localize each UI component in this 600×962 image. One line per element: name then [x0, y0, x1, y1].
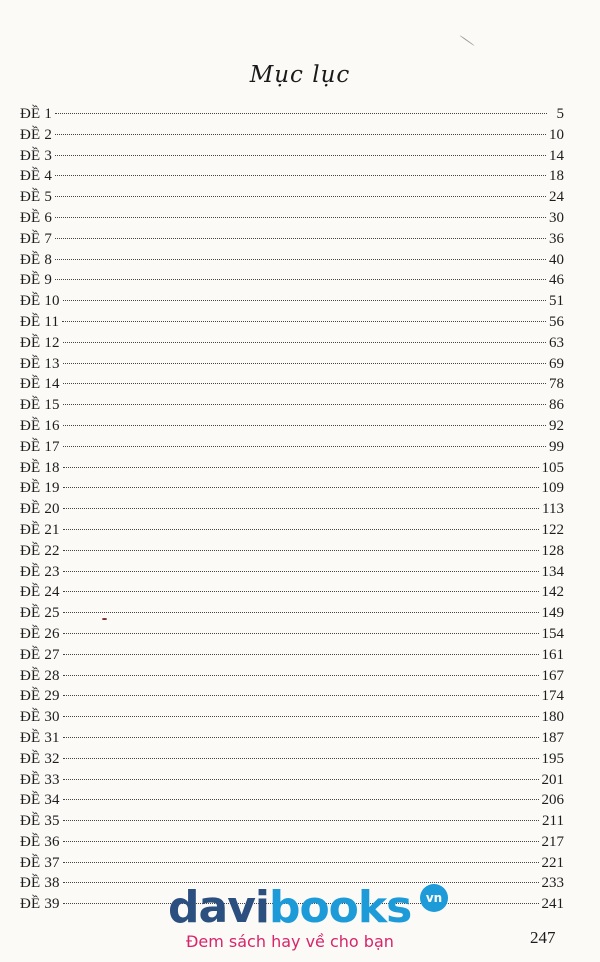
table-of-contents: [20, 104, 564, 915]
toc-entry-label: ĐỀ 7: [20, 230, 53, 247]
toc-dot-leader: [63, 300, 546, 301]
toc-dot-leader: [63, 675, 539, 676]
toc-entry-page: 201: [541, 771, 564, 788]
toc-entry-page: 18: [549, 168, 564, 185]
toc-dot-leader: [63, 779, 539, 780]
toc-entry: [20, 250, 564, 271]
toc-entry-page: 14: [549, 147, 564, 164]
toc-entry-page: 69: [549, 355, 564, 372]
toc-entry-label: ĐỀ 9: [20, 272, 53, 289]
toc-entry: [20, 437, 564, 458]
toc-entry-page: 5: [556, 106, 564, 122]
toc-entry-page: 128: [541, 542, 564, 559]
toc-entry-label: ĐỀ 2: [20, 126, 53, 143]
toc-dot-leader: [55, 238, 546, 239]
toc-entry-label: ĐỀ 39: [20, 896, 60, 913]
toc-entry-page: 24: [549, 189, 564, 206]
watermark-logo: [168, 880, 458, 962]
toc-entry: [20, 832, 564, 853]
toc-entry: [20, 187, 564, 208]
toc-dot-leader: [55, 196, 546, 197]
toc-entry-page: 167: [541, 667, 564, 684]
toc-entry: [20, 541, 564, 562]
toc-entry: [20, 603, 564, 624]
toc-entry-page: 221: [541, 854, 564, 871]
toc-entry: [20, 645, 564, 666]
toc-entry-page: 51: [549, 293, 564, 310]
toc-entry-label: ĐỀ 24: [20, 584, 60, 601]
toc-entry: [20, 624, 564, 645]
watermark-tagline: Đem sách hay về cho bạn: [186, 932, 394, 951]
toc-entry: [20, 707, 564, 728]
toc-dot-leader: [62, 321, 546, 322]
toc-entry: [20, 811, 564, 832]
toc-entry-page: 161: [541, 646, 564, 663]
toc-dot-leader: [63, 508, 539, 509]
toc-entry: [20, 395, 564, 416]
toc-entry-label: ĐỀ 33: [20, 771, 60, 788]
toc-entry: [20, 686, 564, 707]
toc-entry: [20, 520, 564, 541]
toc-entry: [20, 499, 564, 520]
toc-entry-label: ĐỀ 36: [20, 833, 60, 850]
toc-entry: [20, 562, 564, 583]
toc-entry-label: ĐỀ 17: [20, 438, 60, 455]
toc-entry: [20, 208, 564, 229]
toc-dot-leader: [55, 259, 546, 260]
page-number: 247: [530, 928, 556, 947]
toc-entry: [20, 270, 564, 291]
toc-entry-label: ĐỀ 4: [20, 168, 53, 185]
toc-dot-leader: [63, 591, 539, 592]
toc-entry: [20, 478, 564, 499]
toc-entry-page: 56: [549, 313, 564, 330]
toc-entry-page: 211: [542, 813, 564, 830]
toc-dot-leader: [63, 363, 546, 364]
toc-dot-leader: [63, 695, 539, 696]
toc-entry-page: 233: [541, 875, 564, 892]
toc-dot-leader: [63, 799, 539, 800]
brand-tld-badge: vn: [420, 884, 448, 912]
toc-entry-page: 99: [549, 438, 564, 455]
toc-entry-label: ĐỀ 23: [20, 563, 60, 580]
toc-entry-label: ĐỀ 3: [20, 147, 53, 164]
toc-entry-page: 30: [549, 209, 564, 226]
toc-entry-page: 78: [549, 376, 564, 393]
toc-entry-label: ĐỀ 29: [20, 688, 60, 705]
watermark-brand: [168, 880, 411, 936]
toc-dot-leader: [55, 175, 546, 176]
toc-dot-leader: [63, 737, 539, 738]
toc-entry-label: ĐỀ 5: [20, 189, 53, 206]
toc-dot-leader: [55, 113, 547, 114]
toc-dot-leader: [63, 467, 539, 468]
toc-entry-page: 174: [541, 688, 564, 705]
toc-entry: [20, 291, 564, 312]
toc-entry-page: 86: [549, 397, 564, 414]
toc-entry-label: ĐỀ 27: [20, 646, 60, 663]
toc-entry: [20, 125, 564, 146]
toc-entry-page: 10: [549, 126, 564, 143]
toc-dot-leader: [63, 633, 539, 634]
toc-entry: [20, 104, 564, 125]
toc-entry-page: 149: [541, 605, 564, 622]
toc-dot-leader: [63, 342, 546, 343]
toc-entry-label: ĐỀ 26: [20, 625, 60, 642]
toc-entry-label: ĐỀ 19: [20, 480, 60, 497]
toc-entry-label: ĐỀ 31: [20, 729, 60, 746]
toc-entry-label: ĐỀ 21: [20, 521, 60, 538]
toc-entry-label: ĐỀ 20: [20, 501, 60, 518]
toc-entry-label: ĐỀ 22: [20, 542, 60, 559]
toc-entry-label: ĐỀ 6: [20, 209, 53, 226]
toc-entry-page: 46: [549, 272, 564, 289]
toc-dot-leader: [63, 820, 539, 821]
toc-entry-page: 113: [542, 501, 564, 518]
toc-entry-page: 105: [541, 459, 564, 476]
page-title: Mục lục: [249, 62, 351, 88]
toc-entry: [20, 790, 564, 811]
toc-entry-page: 180: [541, 709, 564, 726]
toc-dot-leader: [63, 425, 546, 426]
toc-entry-page: 217: [541, 833, 564, 850]
toc-entry: [20, 853, 564, 874]
toc-entry-label: ĐỀ 16: [20, 417, 60, 434]
toc-dot-leader: [63, 550, 539, 551]
toc-dot-leader: [55, 134, 546, 135]
toc-entry: [20, 374, 564, 395]
toc-entry-label: ĐỀ 34: [20, 792, 60, 809]
toc-entry: [20, 458, 564, 479]
toc-entry-page: 195: [541, 750, 564, 767]
toc-entry-label: ĐỀ 11: [20, 313, 60, 330]
toc-entry-label: ĐỀ 18: [20, 459, 60, 476]
toc-dot-leader: [63, 529, 539, 530]
toc-dot-leader: [63, 654, 539, 655]
toc-dot-leader: [63, 612, 539, 613]
toc-entry: [20, 666, 564, 687]
toc-dot-leader: [63, 383, 546, 384]
toc-entry-label: ĐỀ 32: [20, 750, 60, 767]
toc-dot-leader: [63, 841, 539, 842]
toc-entry-label: ĐỀ 38: [20, 875, 60, 892]
toc-entry: [20, 728, 564, 749]
toc-entry-label: ĐỀ 1: [20, 106, 53, 122]
toc-entry-page: 154: [541, 625, 564, 642]
toc-entry-label: ĐỀ 15: [20, 397, 60, 414]
paper-speck: [459, 35, 474, 46]
toc-entry-page: 40: [549, 251, 564, 268]
toc-entry-page: 142: [541, 584, 564, 601]
toc-dot-leader: [63, 716, 539, 717]
toc-entry-page: 92: [549, 417, 564, 434]
toc-entry: [20, 312, 564, 333]
brand-suffix: books: [268, 882, 412, 933]
toc-entry-page: 187: [541, 729, 564, 746]
toc-dot-leader: [63, 862, 539, 863]
toc-entry-label: ĐỀ 30: [20, 709, 60, 726]
toc-dot-leader: [63, 446, 546, 447]
toc-entry-label: ĐỀ 14: [20, 376, 60, 393]
toc-dot-leader: [55, 217, 546, 218]
toc-entry-page: 109: [541, 480, 564, 497]
toc-entry-label: ĐỀ 35: [20, 813, 60, 830]
toc-entry-label: ĐỀ 8: [20, 251, 53, 268]
toc-dot-leader: [63, 487, 539, 488]
toc-entry: [20, 416, 564, 437]
toc-entry-label: ĐỀ 28: [20, 667, 60, 684]
toc-entry-label: ĐỀ 10: [20, 293, 60, 310]
brand-prefix: davi: [168, 882, 269, 933]
toc-entry-label: ĐỀ 13: [20, 355, 60, 372]
toc-entry-label: ĐỀ 37: [20, 854, 60, 871]
toc-dot-leader: [55, 155, 546, 156]
toc-entry-label: ĐỀ 12: [20, 334, 60, 351]
toc-entry: [20, 354, 564, 375]
toc-dot-leader: [63, 758, 539, 759]
toc-entry: [20, 582, 564, 603]
toc-entry-page: 134: [541, 563, 564, 580]
toc-dot-leader: [55, 279, 546, 280]
toc-entry: [20, 749, 564, 770]
toc-entry-page: 122: [541, 521, 564, 538]
toc-entry-page: 206: [541, 792, 564, 809]
toc-entry-label: ĐỀ 25: [20, 605, 60, 622]
toc-entry-page: 63: [549, 334, 564, 351]
toc-entry: [20, 146, 564, 167]
toc-entry-page: 241: [541, 896, 564, 913]
toc-entry: [20, 770, 564, 791]
toc-entry: [20, 333, 564, 354]
toc-dot-leader: [63, 571, 539, 572]
toc-entry: [20, 229, 564, 250]
toc-dot-leader: [63, 404, 546, 405]
toc-entry: [20, 166, 564, 187]
toc-entry-page: 36: [549, 230, 564, 247]
